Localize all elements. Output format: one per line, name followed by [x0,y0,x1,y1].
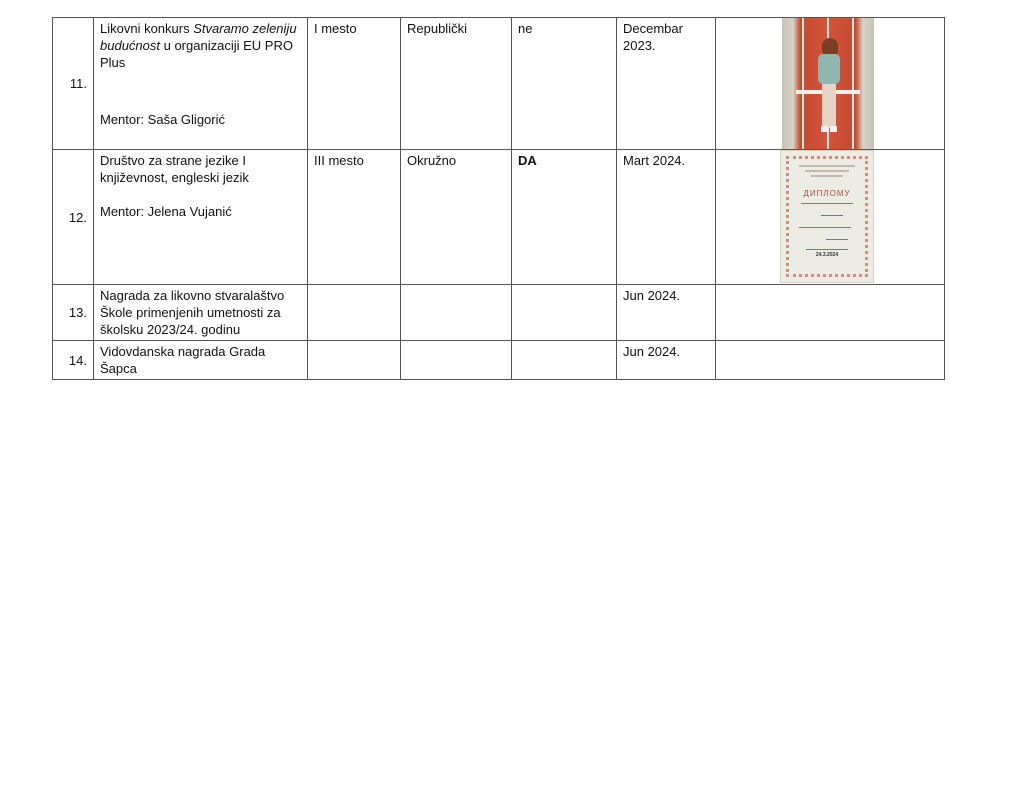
description-cell: Nagrada za likovno stvaralaštvo Škole primenjenih umetnosti za školsku 2023/24. godinu [94,285,308,341]
place-cell [308,341,401,380]
flag-cell: ne [512,18,617,150]
level-cell [401,285,512,341]
level-cell: Republički [401,18,512,150]
description: Društvo za strane jezike I književnost, engleski jezik [100,153,249,185]
description-cell: Vidovdanska nagrada Grada Šapca [94,341,308,380]
table-row [53,285,945,341]
place-cell: I mesto [308,18,401,150]
image-cell [716,150,945,285]
level-cell: Okružno [401,150,512,285]
table-row [53,150,945,285]
image-cell [716,18,945,150]
date-cell: Decembar 2023. [617,18,716,150]
mentor: Mentor: Saša Gligorić [100,112,225,127]
row-number: 14. [53,341,94,380]
diploma-date: 24.3.2024 [815,252,839,258]
image-cell [716,341,945,380]
row-number: 13. [53,285,94,341]
row-number: 11. [53,18,94,150]
place-cell [308,285,401,341]
table-row [53,341,945,380]
image-cell [716,285,945,341]
date-cell: Jun 2024. [617,285,716,341]
flag-cell [512,285,617,341]
description-cell [94,18,308,150]
place-cell: III mesto [308,150,401,285]
diploma-photo [780,150,874,283]
description-cell [94,150,308,285]
flag-cell [512,341,617,380]
row-number: 12. [53,150,94,285]
flag-cell: DA [512,150,617,285]
table-row [53,18,945,150]
level-cell [401,341,512,380]
date-cell: Mart 2024. [617,150,716,285]
date-cell: Jun 2024. [617,341,716,380]
mentor: Mentor: Jelena Vujanić [100,204,232,219]
runner-photo [782,18,874,149]
awards-table [52,17,945,380]
description: Likovni konkurs Stvaramo zeleniju budućnost u organizaciji EU PRO Plus [100,21,297,70]
diploma-title: ДИПЛОМУ [803,189,851,198]
